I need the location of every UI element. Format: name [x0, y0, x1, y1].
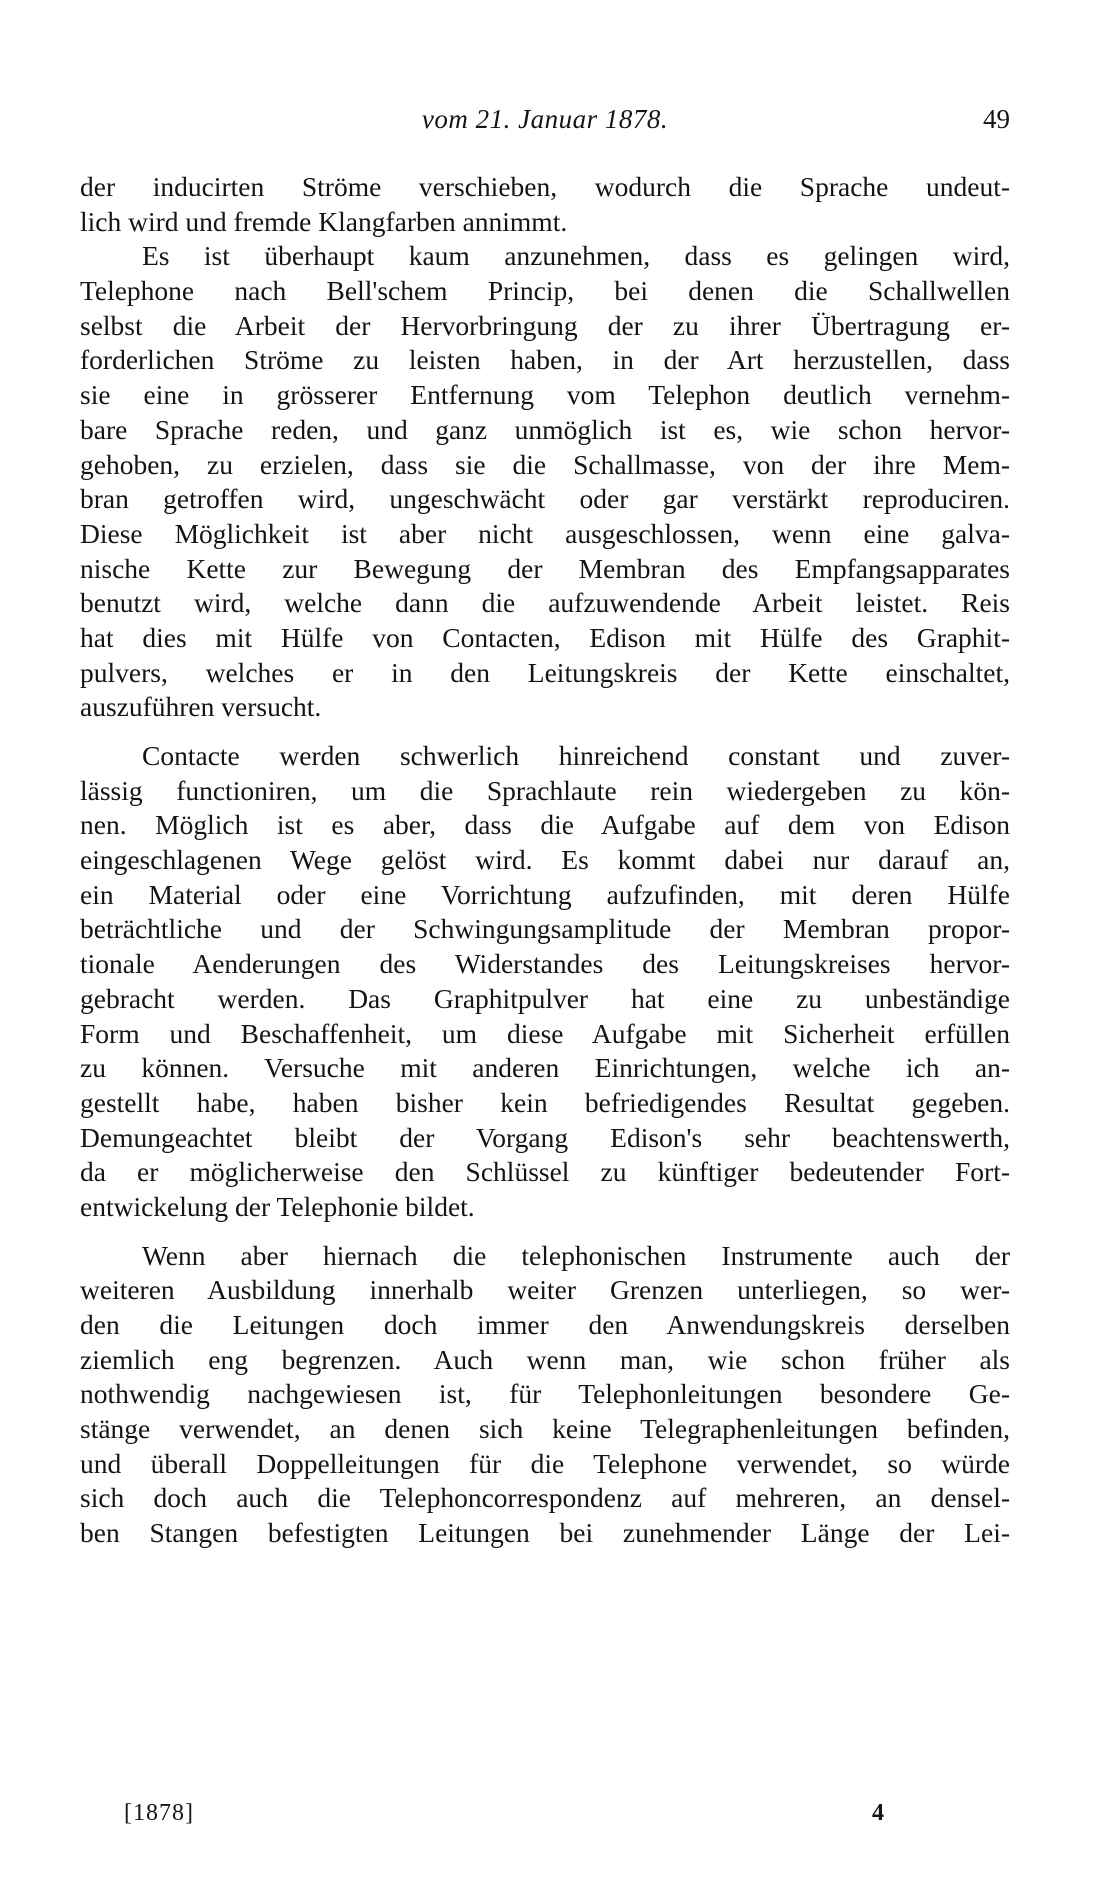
text-line: den die Leitungen doch immer den Anwendungskreis derselben — [80, 1309, 1010, 1340]
text-line: forderlichen Ströme zu leisten haben, in der Art herzustellen, dass — [80, 344, 1010, 376]
text-line: Demungeachtet bleibt der Vorgang Edison's sehr beachtenswerth, — [80, 1121, 1010, 1153]
text-line: pulvers, welches er in den Leitungskreis der Kette einschaltet, — [80, 656, 1010, 688]
text-line: nen. Möglich ist es aber, dass die Aufgabe auf dem von Edison — [80, 809, 1010, 841]
text-line: lässig functioniren, um die Sprachlaute rein wiedergeben zu kön- — [80, 774, 1010, 806]
text-line: Wenn aber hiernach die telephonischen Instrumente auch der — [142, 1239, 1010, 1271]
paragraph-3 — [80, 739, 1010, 1225]
text-line: da er möglicherweise den Schlüssel zu künftiger bedeutender Fort- — [80, 1156, 1010, 1188]
sheet-number: 4 — [872, 1800, 884, 1826]
text-line: entwickelung der Telephonie bildet. — [80, 1190, 475, 1222]
text-line: hat dies mit Hülfe von Contacten, Edison mit Hülfe des Graphit- — [80, 621, 1010, 653]
print-signature: [1878] — [124, 1800, 194, 1826]
text-line: eingeschlagenen Wege gelöst wird. Es kommt dabei nur darauf an, — [80, 844, 1010, 876]
text-line: und überall Doppelleitungen für die Telephone verwendet, so würde — [80, 1447, 1010, 1479]
text-line: nothwendig nachgewiesen ist, für Telephonleitungen besondere Ge- — [80, 1378, 1010, 1410]
text-line: zu können. Versuche mit anderen Einrichtungen, welche ich an- — [80, 1052, 1010, 1084]
running-header — [80, 104, 1010, 144]
body-text — [80, 170, 1010, 1551]
text-line: gebracht werden. Das Graphitpulver hat eine zu unbeständige — [80, 982, 1010, 1014]
text-line: stänge verwendet, an denen sich keine Telegraphenleitungen befinden, — [80, 1413, 1010, 1445]
text-line: beträchtliche und der Schwingungsamplitude der Membran propor- — [80, 913, 1010, 945]
paragraph-1 — [80, 170, 1010, 239]
text-line: Telephone nach Bell'schem Princip, bei denen die Schallwellen — [80, 275, 1010, 307]
paragraph-4 — [80, 1239, 1010, 1551]
text-line: Es ist überhaupt kaum anzunehmen, dass es gelingen wird, — [142, 240, 1010, 272]
text-line: selbst die Arbeit der Hervorbringung der zu ihrer Übertragung er- — [80, 309, 1010, 341]
text-line: der inducirten Ströme verschieben, wodurch die Sprache undeut- — [80, 171, 1010, 202]
paragraph-2 — [80, 239, 1010, 725]
text-line: weiteren Ausbildung innerhalb weiter Grenzen unterliegen, so wer- — [80, 1274, 1010, 1306]
text-line: nische Kette zur Bewegung der Membran des Empfangsapparates — [80, 552, 1010, 584]
text-line: benutzt wird, welche dann die aufzuwendende Arbeit leistet. Reis — [80, 587, 1010, 619]
page-number: 49 — [983, 104, 1010, 134]
text-line: bare Sprache reden, und ganz unmöglich ist es, wie schon hervor- — [80, 413, 1010, 445]
text-line: ben Stangen befestigten Leitungen bei zunehmender Länge der Lei- — [80, 1517, 1010, 1549]
text-line: sich doch auch die Telephoncorrespondenz auf mehreren, an densel- — [80, 1482, 1010, 1514]
text-line: tionale Aenderungen des Widerstandes des Leitungskreises hervor- — [80, 948, 1010, 980]
text-line: gehoben, zu erzielen, dass sie die Schallmasse, von der ihre Mem- — [80, 448, 1010, 480]
text-line: Contacte werden schwerlich hinreichend constant und zuver- — [142, 740, 1010, 771]
text-line: bran getroffen wird, ungeschwächt oder gar verstärkt reproduciren. — [80, 483, 1010, 515]
text-line: gestellt habe, haben bisher kein befriedigendes Resultat gegeben. — [80, 1086, 1010, 1118]
text-line: Diese Möglichkeit ist aber nicht ausgeschlossen, wenn eine galva- — [80, 517, 1010, 549]
text-line: Form und Beschaffenheit, um diese Aufgabe mit Sicherheit erfüllen — [80, 1017, 1010, 1049]
text-line: sie eine in grösserer Entfernung vom Telephon deutlich vernehm- — [80, 379, 1010, 411]
text-line: lich wird und fremde Klangfarben annimmt. — [80, 205, 568, 237]
text-line: ziemlich eng begrenzen. Auch wenn man, wie schon früher als — [80, 1343, 1010, 1375]
text-line: auszuführen versucht. — [80, 691, 322, 723]
running-title: vom 21. Januar 1878. — [421, 104, 669, 134]
text-line: ein Material oder eine Vorrichtung aufzufinden, mit deren Hülfe — [80, 878, 1010, 910]
